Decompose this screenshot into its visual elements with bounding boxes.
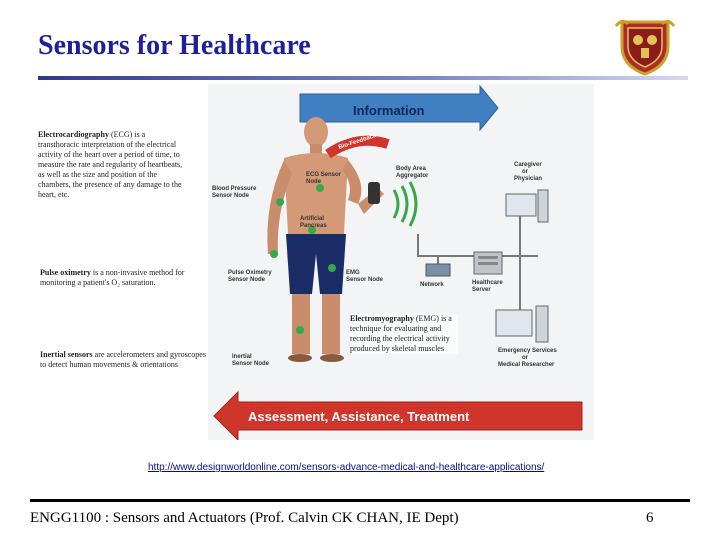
label-body-area-aggregator: Body Area Aggregator	[396, 166, 429, 179]
inertial-description: are accelerometers and gyroscopes to detect human movements & orientations	[40, 350, 206, 369]
information-arrow	[300, 86, 498, 130]
label-emg-sensor-node: EMG Sensor Node	[346, 270, 384, 283]
label-pulse-oximetry-sensor-node: Pulse Oximetry Sensor Node	[228, 270, 272, 283]
slide-title: Sensors for Healthcare	[38, 30, 311, 61]
label-artificial-pancreas: Artificial Pancreas	[300, 216, 327, 229]
treatment-arrow	[214, 392, 582, 440]
inertial-term: Inertial sensors	[40, 350, 93, 359]
label-inertial-sensor-node: Inertial Sensor Node	[232, 354, 270, 367]
university-crest-logo	[614, 16, 676, 78]
information-arrow-label: Information	[353, 103, 425, 118]
wireless-signal-icon	[394, 182, 416, 226]
label-ecg-sensor-node: ECG Sensor Node	[306, 172, 342, 185]
treatment-arrow-label: Assessment, Assistance, Treatment	[248, 409, 470, 424]
title-underline	[38, 76, 688, 80]
pulse-oximetry-caption	[40, 268, 190, 288]
bio-feedback-arrow	[328, 133, 388, 154]
emg-description: (EMG) is a technique for evaluating and recording the electrical activity produced by skeletal muscles	[350, 314, 452, 353]
ecg-caption	[38, 130, 188, 200]
ecg-term: Electrocardiography	[38, 130, 109, 139]
network-icon	[426, 264, 450, 276]
footer-divider	[30, 499, 690, 502]
label-healthcare-server: Healthcare Server	[472, 280, 503, 293]
label-emergency-services: Emergency Services or Medical Researcher	[498, 348, 557, 368]
inertial-caption	[40, 350, 208, 370]
pulse-oximetry-term: Pulse oximetry	[40, 268, 91, 277]
label-caregiver-or-physician: Caregiver or Physician	[514, 162, 543, 182]
emg-term: Electromyography	[350, 314, 414, 323]
page-number: 6	[646, 510, 654, 526]
label-blood-pressure-sensor-node: Blood Pressure Sensor Node	[212, 186, 257, 199]
label-network: Network	[420, 282, 444, 288]
caregiver-computer-icon	[506, 190, 548, 222]
pulse-oximetry-description: is a non-invasive method for monitoring a patient's O₂ saturation.	[40, 268, 185, 287]
bio-feedback-label: Bio-Feedback	[337, 133, 378, 151]
footer-course-info: ENGG1100 : Sensors and Actuators (Prof. Calvin CK CHAN, IE Dept)	[30, 510, 459, 526]
emg-caption	[350, 314, 458, 354]
healthcare-server-icon	[474, 252, 502, 274]
ecg-description: (ECG) is a transthoracic interpretation of the electrical activity of the heart over a period of time, to measure the rate and regularity of heartbeats, as well as the size and position of the chambers, the presence of any damage to the heart, etc.	[38, 130, 183, 199]
emergency-computer-icon	[496, 306, 548, 342]
body-sensor-network-diagram	[208, 84, 594, 440]
source-link[interactable]: http://www.designworldonline.com/sensors-advance-medical-and-healthcare-applications/	[148, 462, 545, 473]
